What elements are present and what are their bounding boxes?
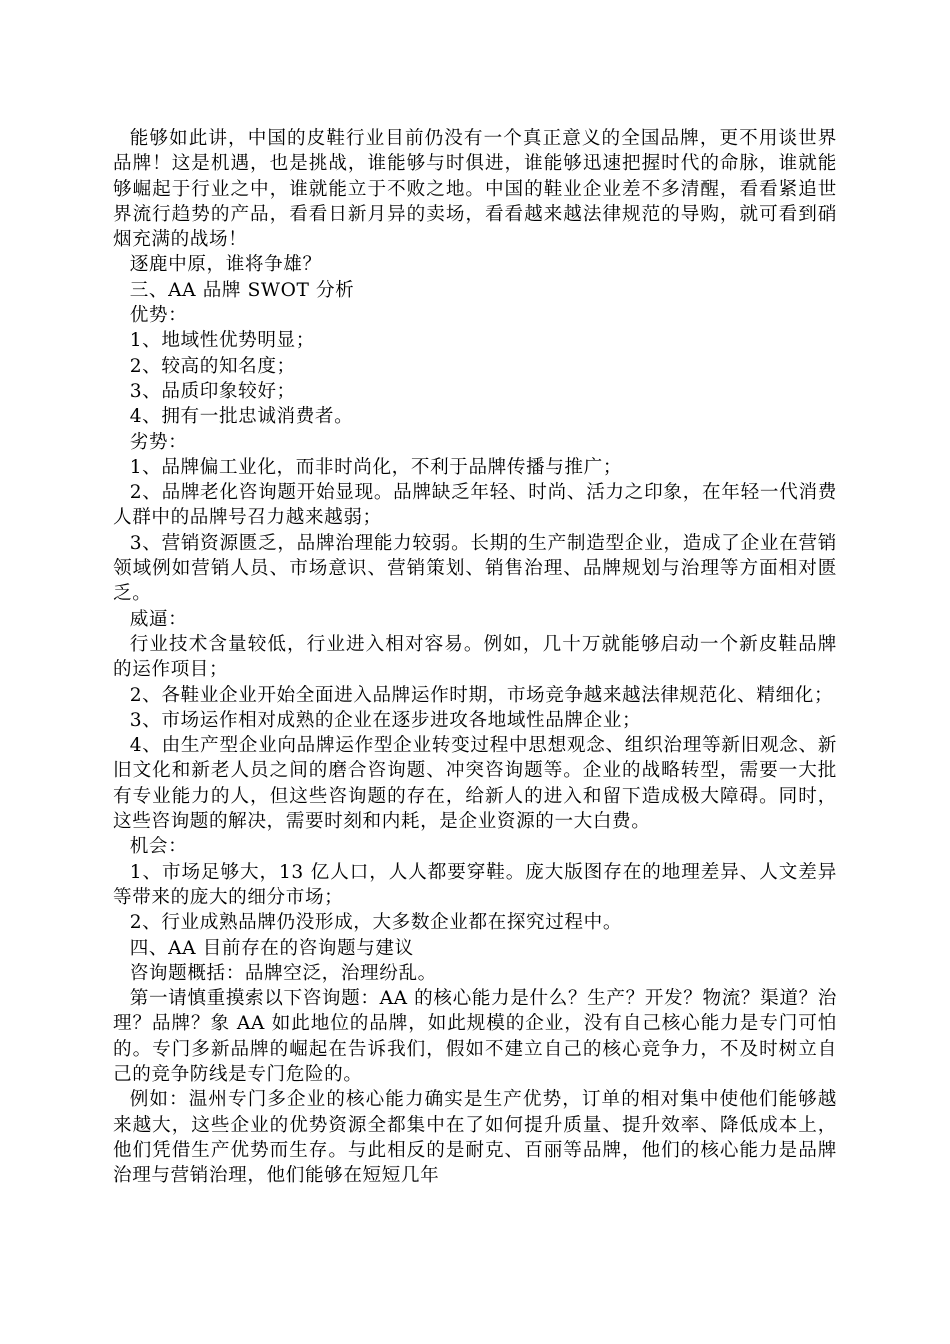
list-item: 2、较高的知名度； — [129, 355, 296, 377]
paragraph: 第一请慎重摸索以下咨询题：AA 的核心能力是什么？生产？开发？物流？渠道？治理？品牌？象 AA 如此地位的品牌，如此规模的企业，没有自己核心能力是专门可怕的。专门多新品牌的崛起在告诉我们，假如不建立自己的核心竞争力，不及时树立自己的竞争防线是专门危险的。 — [113, 988, 837, 1085]
list-item: 4、拥有一批忠诚消费者。 — [129, 406, 354, 428]
paragraph: 咨询题概括：品牌空泛，治理纷乱。 — [129, 962, 437, 984]
list-item: 1、市场足够大，13 亿人口，人人都要穿鞋。庞大版图存在的地理差异、人文差异等带来的庞大的细分市场； — [113, 861, 837, 908]
list-item: 2、行业成熟品牌仍没形成，大多数企业都在探究过程中。 — [129, 912, 623, 934]
list-heading: 威逼： — [129, 608, 188, 630]
section-heading: 四、AA 目前存在的咨询题与建议 — [129, 937, 414, 959]
list-heading: 劣势： — [129, 431, 188, 453]
list-item: 3、品质印象较好； — [129, 380, 296, 402]
paragraph: 例如：温州专门多企业的核心能力确实是生产优势，订单的相对集中使他们能够越来越大，这些企业的优势资源全都集中在了如何提升质量、提升效率、降低成本上，他们凭借生产优势而生存。与此相反的是耐克、百丽等品牌，他们的核心能力是品牌治理与营销治理，他们能够在短短几年 — [113, 1089, 837, 1187]
paragraph: 能够如此讲，中国的皮鞋行业目前仍没有一个真正意义的全国品牌，更不用谈世界品牌！这是机遇，也是挑战，谁能够与时俱进，谁能够迅速把握时代的命脉，谁就能够崛起于行业之中，谁就能立于不败之地。中国的鞋业企业差不多清醒，看看紧追世界流行趋势的产品，看看日新月异的卖场，看看越来越法律规范的导购，就可看到硝烟充满的战场！ — [113, 128, 837, 251]
list-item: 1、品牌偏工业化，而非时尚化，不利于品牌传播与推广； — [129, 456, 623, 478]
list-item: 1、地域性优势明显； — [129, 330, 315, 352]
paragraph: 逐鹿中原，谁将争雄？ — [129, 254, 322, 276]
list-item: 2、各鞋业企业开始全面进入品牌运作时期，市场竞争越来越法律规范化、精细化； — [129, 684, 834, 706]
list-item: 2、品牌老化咨询题开始显现。品牌缺乏年轻、时尚、活力之印象，在年轻一代消费人群中的品牌号召力越来越弱； — [113, 482, 837, 529]
list-heading: 优势： — [129, 305, 188, 327]
list-item: 4、由生产型企业向品牌运作型企业转变过程中思想观念、组织治理等新旧观念、新旧文化和新老人员之间的磨合咨询题、冲突咨询题等。企业的战略转型，需要一大批有专业能力的人，但这些咨询题的存在，给新人的进入和留下造成极大障碍。同时，这些咨询题的解决，需要时刻和内耗，是企业资源的一大白费。 — [113, 735, 837, 833]
list-heading: 机会： — [129, 836, 188, 858]
document-body — [113, 126, 837, 1188]
list-item: 3、营销资源匮乏，品牌治理能力较弱。长期的生产制造型企业，造成了企业在营销领域例如营销人员、市场意识、营销策划、销售治理、品牌规划与治理等方面相对匮乏。 — [113, 532, 837, 605]
section-heading: 三、AA 品牌 SWOT 分析 — [129, 279, 355, 301]
list-item: 3、市场运作相对成熟的企业在逐步进攻各地域性品牌企业； — [129, 709, 642, 731]
list-item: 行业技术含量较低，行业进入相对容易。例如，几十万就能够启动一个新皮鞋品牌的运作项目； — [113, 633, 837, 681]
